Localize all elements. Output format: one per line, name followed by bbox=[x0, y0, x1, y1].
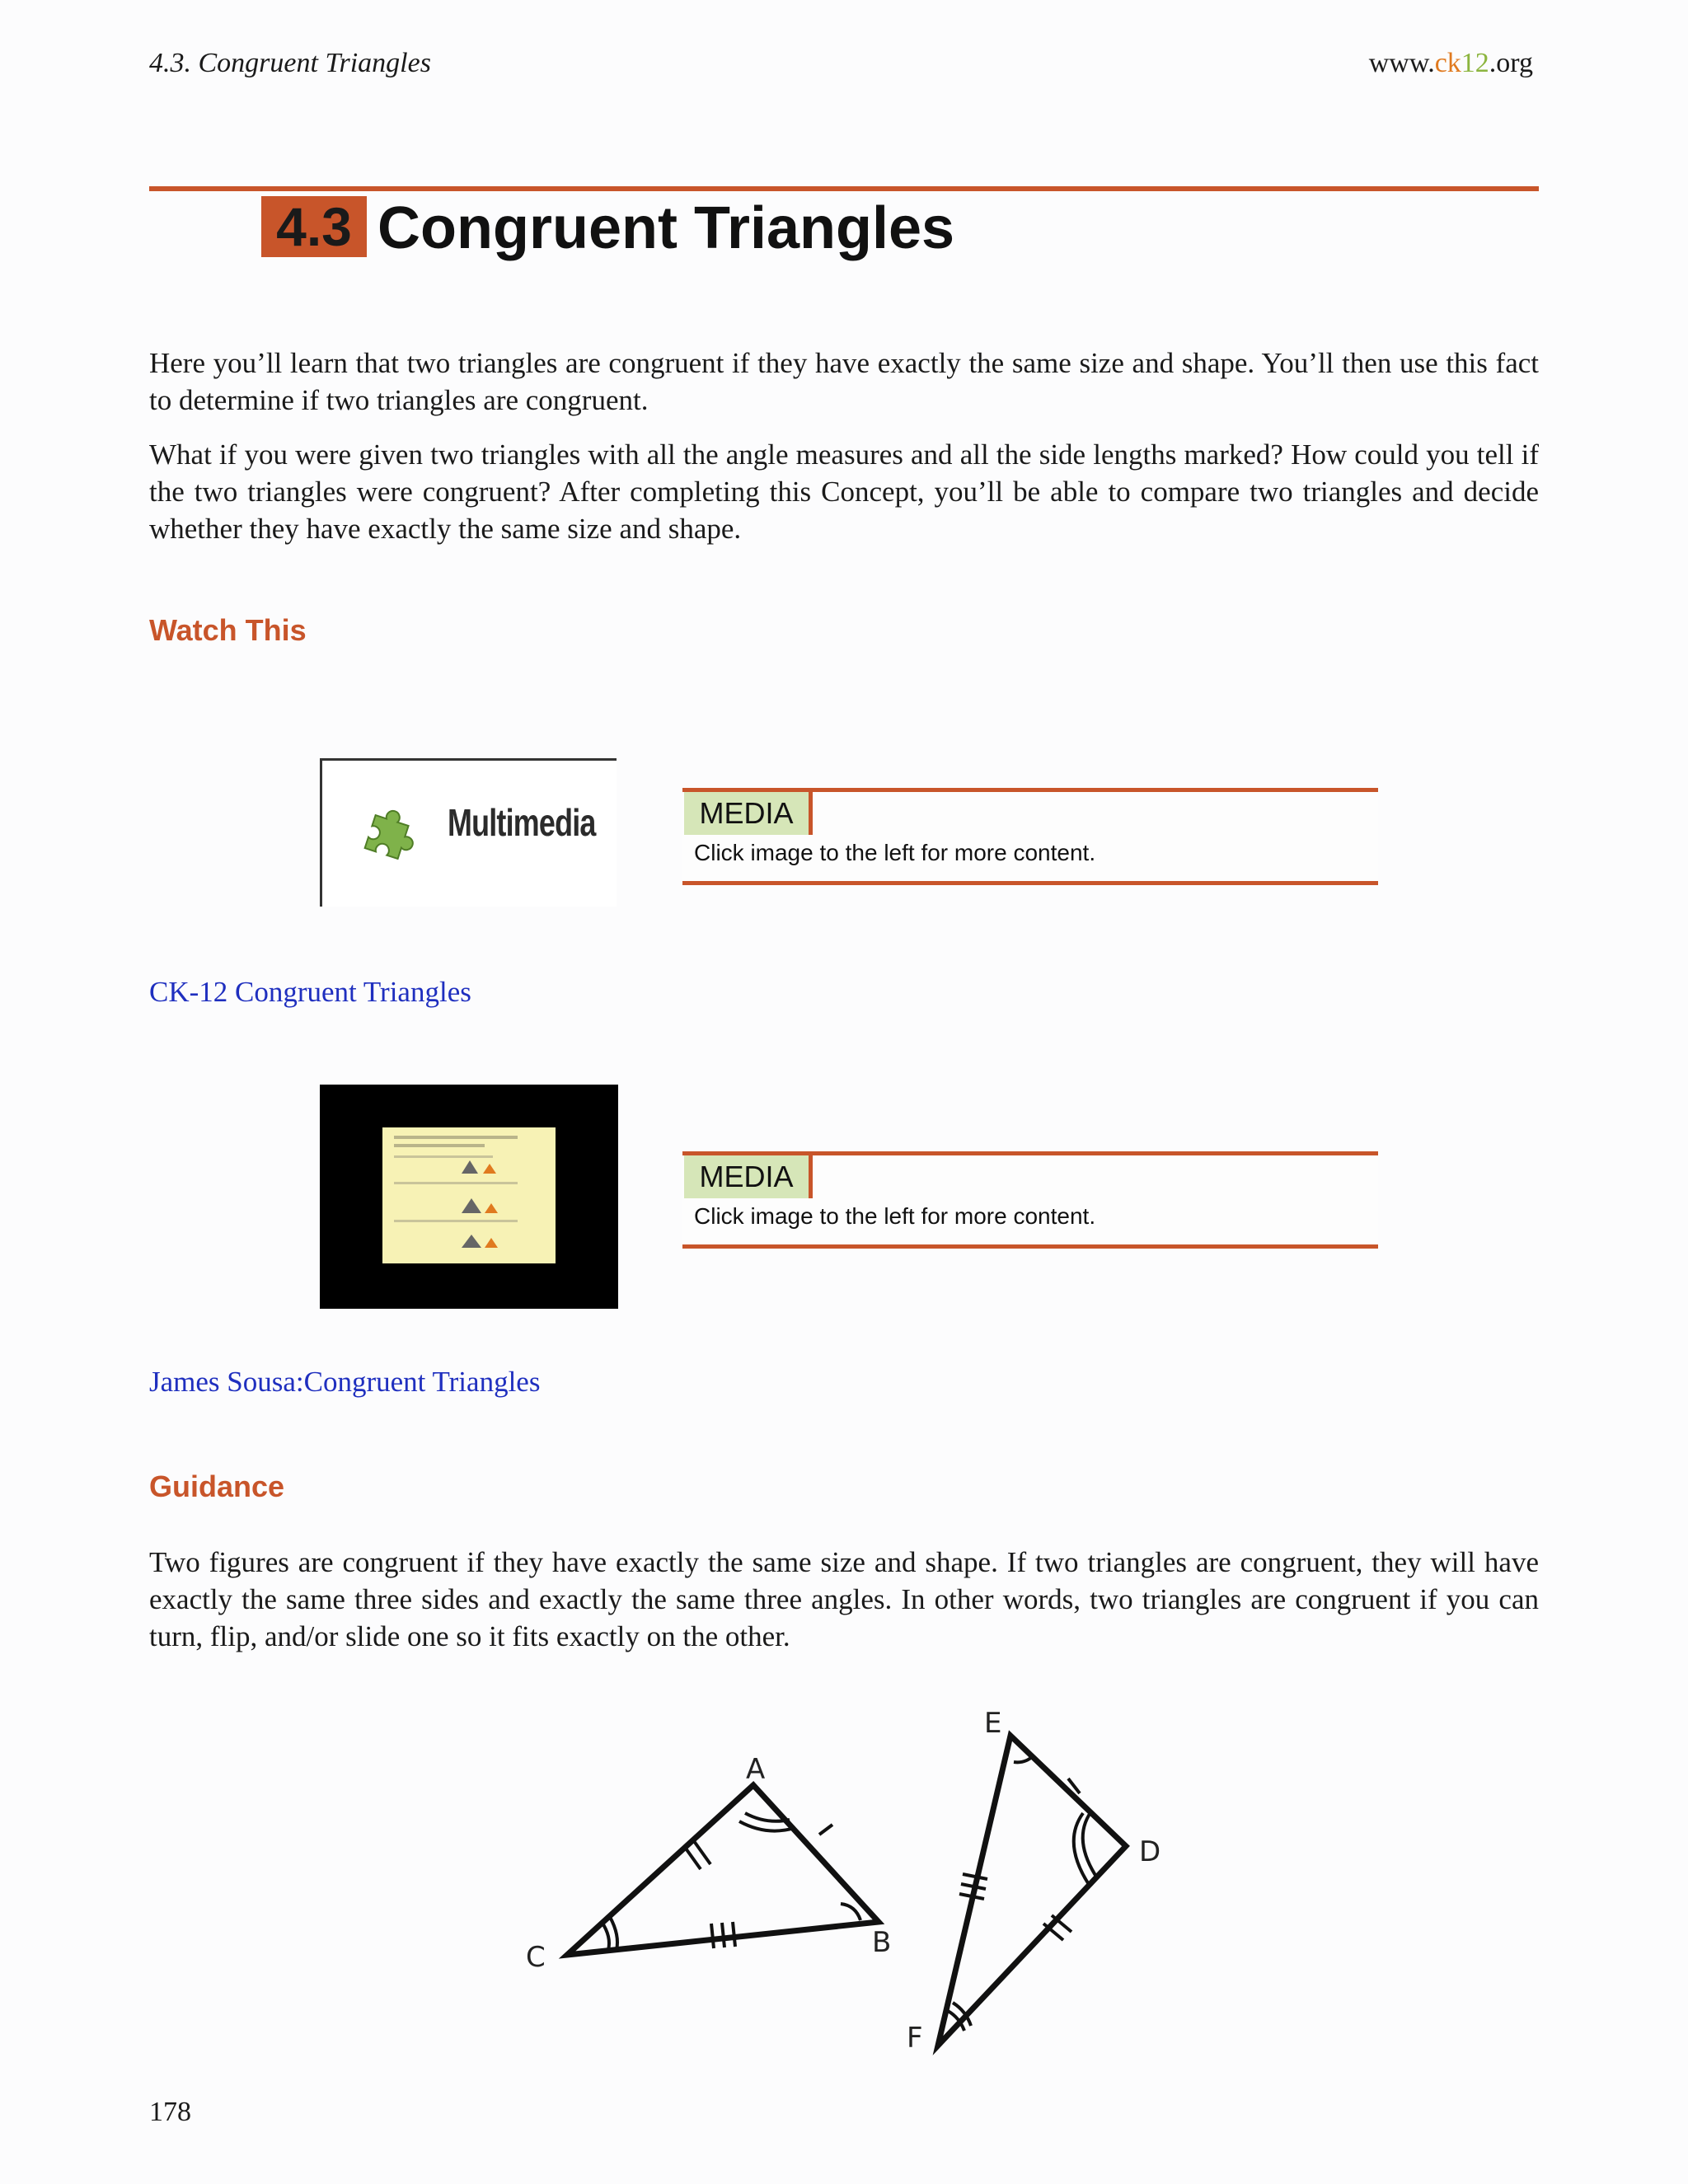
vertex-label-d: D bbox=[1139, 1835, 1161, 1868]
multimedia-label: Multimedia bbox=[448, 801, 596, 844]
site-prefix: www. bbox=[1368, 48, 1435, 78]
multimedia-thumbnail[interactable] bbox=[320, 758, 617, 907]
site-ck: ck bbox=[1434, 48, 1461, 78]
media-note: Click image to the left for more content. bbox=[694, 1203, 1096, 1229]
media-label: MEDIA bbox=[684, 792, 813, 835]
guidance-heading: Guidance bbox=[149, 1469, 285, 1503]
guidance-paragraph: Two figures are congruent if they have exactly the same size and shape. If two triangles are congruent, they will have exactly the same three sides and exactly the same three angles. In other words, two triangles are congruent if you can turn, flip, and/or slide one so it fits exactly on the other. bbox=[149, 1546, 1539, 1652]
intro-paragraph-2: What if you were given two triangles with all the angle measures and all the side lengths marked? How could you tell if the two triangles were congruent? After completing this Concept, you’ll be able to compare two triangles and decide whether they have exactly the same size and shape. bbox=[149, 438, 1539, 545]
media-box-2 bbox=[682, 1151, 1378, 1249]
vertex-label-a: A bbox=[746, 1753, 766, 1786]
page-title: Congruent Triangles bbox=[377, 195, 955, 261]
sousa-video-link[interactable]: James Sousa:Congruent Triangles bbox=[149, 1366, 541, 1398]
video-thumbnail[interactable] bbox=[320, 1085, 618, 1309]
media-label: MEDIA bbox=[684, 1155, 813, 1198]
vertex-label-f: F bbox=[907, 2022, 923, 2055]
media-box-1 bbox=[682, 788, 1378, 885]
page-number: 178 bbox=[149, 2097, 191, 2127]
puzzle-icon bbox=[359, 805, 418, 865]
slide-content-graphic bbox=[382, 1127, 556, 1263]
section-number-badge: 4.3 bbox=[261, 196, 367, 257]
running-header-section: 4.3. Congruent Triangles bbox=[149, 48, 431, 78]
running-header-site[interactable] bbox=[1369, 48, 1533, 79]
triangle-def bbox=[938, 1736, 1126, 2046]
site-suffix: .org bbox=[1489, 48, 1533, 78]
congruent-triangles-figure bbox=[495, 1690, 1187, 2069]
vertex-label-c: C bbox=[526, 1941, 546, 1974]
watch-this-heading: Watch This bbox=[149, 613, 307, 647]
vertex-label-b: B bbox=[872, 1926, 892, 1959]
intro-paragraph-1: Here you’ll learn that two triangles are congruent if they have exactly the same size and shape. You’ll then use this fact to determine if two triangles are congruent. bbox=[149, 347, 1539, 416]
video-slide-preview bbox=[382, 1127, 556, 1263]
ck12-video-link[interactable]: CK-12 Congruent Triangles bbox=[149, 976, 471, 1008]
media-note: Click image to the left for more content. bbox=[694, 840, 1096, 865]
site-12: 12 bbox=[1461, 48, 1489, 78]
vertex-label-e: E bbox=[984, 1707, 1002, 1740]
